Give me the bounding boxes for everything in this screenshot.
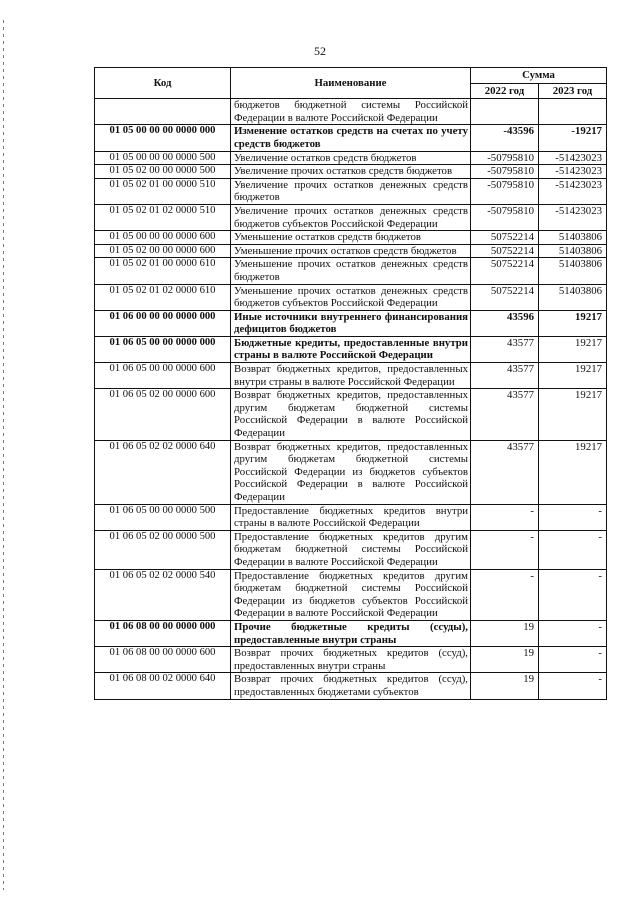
name-cell: Прочие бюджетные кредиты (ссуды), предоставленные внутри страны <box>231 620 471 646</box>
code-cell: 01 06 05 00 00 0000 000 <box>95 336 231 362</box>
value-2022-cell: -50795810 <box>471 165 539 179</box>
table-row <box>95 125 607 151</box>
table-row <box>95 284 607 310</box>
code-cell: 01 05 00 00 00 0000 600 <box>95 231 231 245</box>
value-2023-cell: -51423023 <box>539 178 607 204</box>
value-2023-cell: - <box>539 504 607 530</box>
code-cell: 01 05 00 00 00 0000 000 <box>95 125 231 151</box>
value-2022-cell: -50795810 <box>471 178 539 204</box>
value-2023-cell: - <box>539 647 607 673</box>
value-2022-cell: 43577 <box>471 363 539 389</box>
table-row <box>95 647 607 673</box>
header-year-2022: 2022 год <box>471 83 539 99</box>
value-2022-cell <box>471 99 539 125</box>
name-cell: Возврат прочих бюджетных кредитов (ссуд), предоставленных бюджетами субъектов <box>231 673 471 699</box>
value-2022-cell: 19 <box>471 647 539 673</box>
header-row <box>95 68 607 84</box>
table-row <box>95 504 607 530</box>
value-2022-cell: 43577 <box>471 440 539 504</box>
value-2023-cell: 51403806 <box>539 231 607 245</box>
value-2022-cell: - <box>471 504 539 530</box>
value-2022-cell: 50752214 <box>471 231 539 245</box>
table-row <box>95 244 607 258</box>
code-cell: 01 05 02 01 00 0000 510 <box>95 178 231 204</box>
name-cell: Увеличение остатков средств бюджетов <box>231 151 471 165</box>
code-cell: 01 06 05 00 00 0000 500 <box>95 504 231 530</box>
value-2023-cell: - <box>539 530 607 569</box>
table-body <box>95 99 607 699</box>
name-cell: Предоставление бюджетных кредитов другим бюджетам бюджетной системы Российской Федерации из бюджетов субъектов Российской Федерации в валюте Российской Федерации <box>231 569 471 620</box>
code-cell: 01 05 02 00 00 0000 600 <box>95 244 231 258</box>
name-cell: Возврат бюджетных кредитов, предоставленных другим бюджетам бюджетной системы Российской Федерации в валюте Российской Федерации <box>231 389 471 440</box>
table-row <box>95 440 607 504</box>
value-2023-cell: 19217 <box>539 389 607 440</box>
header-name: Наименование <box>231 68 471 99</box>
code-cell: 01 06 05 02 00 0000 600 <box>95 389 231 440</box>
value-2022-cell: -50795810 <box>471 151 539 165</box>
value-2023-cell: 51403806 <box>539 244 607 258</box>
value-2023-cell: - <box>539 673 607 699</box>
header-code: Код <box>95 68 231 99</box>
table-row <box>95 310 607 336</box>
value-2023-cell: -51423023 <box>539 151 607 165</box>
value-2022-cell: 50752214 <box>471 244 539 258</box>
table-row <box>95 530 607 569</box>
value-2022-cell: -50795810 <box>471 204 539 230</box>
value-2023-cell: 19217 <box>539 363 607 389</box>
code-cell: 01 05 02 01 00 0000 610 <box>95 258 231 284</box>
value-2023-cell: 51403806 <box>539 258 607 284</box>
value-2023-cell: - <box>539 620 607 646</box>
table-row <box>95 569 607 620</box>
table-row <box>95 620 607 646</box>
page-number: 52 <box>314 44 326 58</box>
value-2023-cell <box>539 99 607 125</box>
value-2022-cell: 19 <box>471 673 539 699</box>
table-row <box>95 165 607 179</box>
name-cell: бюджетов бюджетной системы Российской Федерации в валюте Российской Федерации <box>231 99 471 125</box>
name-cell: Увеличение прочих остатков средств бюджетов <box>231 165 471 179</box>
code-cell: 01 06 08 00 00 0000 000 <box>95 620 231 646</box>
table-row <box>95 231 607 245</box>
value-2022-cell: 43596 <box>471 310 539 336</box>
code-cell: 01 06 05 00 00 0000 600 <box>95 363 231 389</box>
value-2023-cell: 51403806 <box>539 284 607 310</box>
value-2023-cell: - <box>539 569 607 620</box>
name-cell: Бюджетные кредиты, предоставленные внутри страны в валюте Российской Федерации <box>231 336 471 362</box>
name-cell: Предоставление бюджетных кредитов другим бюджетам бюджетной системы Российской Федерации в валюте Российской Федерации <box>231 530 471 569</box>
code-cell: 01 06 05 02 00 0000 500 <box>95 530 231 569</box>
value-2022-cell: 50752214 <box>471 258 539 284</box>
name-cell: Увеличение прочих остатков денежных средств бюджетов субъектов Российской Федерации <box>231 204 471 230</box>
header-year-2023: 2023 год <box>539 83 607 99</box>
code-cell: 01 06 00 00 00 0000 000 <box>95 310 231 336</box>
value-2023-cell: 19217 <box>539 310 607 336</box>
table-row <box>95 673 607 699</box>
value-2022-cell: 50752214 <box>471 284 539 310</box>
name-cell: Уменьшение прочих остатков денежных средств бюджетов <box>231 258 471 284</box>
name-cell: Уменьшение прочих остатков средств бюджетов <box>231 244 471 258</box>
name-cell: Иные источники внутреннего финансирования дефицитов бюджетов <box>231 310 471 336</box>
table-row <box>95 363 607 389</box>
name-cell: Предоставление бюджетных кредитов внутри страны в валюте Российской Федерации <box>231 504 471 530</box>
name-cell: Изменение остатков средств на счетах по учету средств бюджетов <box>231 125 471 151</box>
code-cell: 01 06 05 02 02 0000 640 <box>95 440 231 504</box>
name-cell: Возврат прочих бюджетных кредитов (ссуд), предоставленных внутри страны <box>231 647 471 673</box>
value-2022-cell: 43577 <box>471 336 539 362</box>
value-2023-cell: 19217 <box>539 336 607 362</box>
value-2022-cell: - <box>471 530 539 569</box>
table-row <box>95 99 607 125</box>
code-cell: 01 05 02 01 02 0000 610 <box>95 284 231 310</box>
name-cell: Уменьшение прочих остатков денежных средств бюджетов субъектов Российской Федерации <box>231 284 471 310</box>
code-cell: 01 06 05 02 02 0000 540 <box>95 569 231 620</box>
value-2022-cell: -43596 <box>471 125 539 151</box>
table-row <box>95 389 607 440</box>
table-row <box>95 178 607 204</box>
value-2023-cell: -19217 <box>539 125 607 151</box>
name-cell: Возврат бюджетных кредитов, предоставленных другим бюджетам бюджетной системы Российской Федерации из бюджетов субъектов Российской Федерации в валюте Российской Федерации <box>231 440 471 504</box>
table-row <box>95 204 607 230</box>
value-2022-cell: - <box>471 569 539 620</box>
name-cell: Уменьшение остатков средств бюджетов <box>231 231 471 245</box>
code-cell <box>95 99 231 125</box>
code-cell: 01 05 02 01 02 0000 510 <box>95 204 231 230</box>
value-2023-cell: -51423023 <box>539 204 607 230</box>
scan-edge <box>3 20 4 890</box>
code-cell: 01 05 00 00 00 0000 500 <box>95 151 231 165</box>
table-row <box>95 258 607 284</box>
table-row <box>95 151 607 165</box>
value-2022-cell: 43577 <box>471 389 539 440</box>
code-cell: 01 06 08 00 02 0000 640 <box>95 673 231 699</box>
code-cell: 01 06 08 00 00 0000 600 <box>95 647 231 673</box>
sources-financing-table <box>94 67 607 700</box>
table-row <box>95 336 607 362</box>
value-2023-cell: -51423023 <box>539 165 607 179</box>
name-cell: Увеличение прочих остатков денежных средств бюджетов <box>231 178 471 204</box>
header-sum: Сумма <box>471 68 607 84</box>
value-2023-cell: 19217 <box>539 440 607 504</box>
name-cell: Возврат бюджетных кредитов, предоставленных внутри страны в валюте Российской Федерации <box>231 363 471 389</box>
code-cell: 01 05 02 00 00 0000 500 <box>95 165 231 179</box>
value-2022-cell: 19 <box>471 620 539 646</box>
